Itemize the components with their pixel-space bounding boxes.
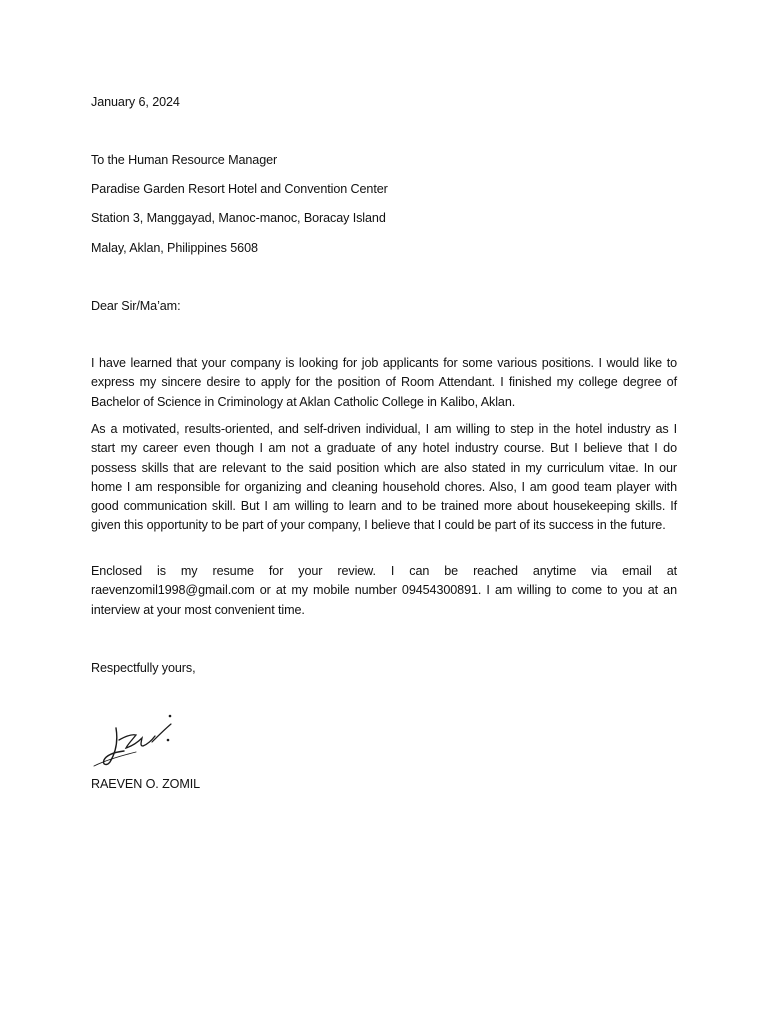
recipient-line-1: To the Human Resource Manager — [91, 153, 278, 167]
signatory-name: RAEVEN O. ZOMIL — [91, 777, 201, 791]
signature-image — [88, 710, 184, 772]
recipient-line-3: Station 3, Manggayad, Manoc-manoc, Boracay Island — [91, 211, 386, 225]
salutation: Dear Sir/Ma’am: — [91, 299, 181, 313]
recipient-line-2: Paradise Garden Resort Hotel and Convention Center — [91, 182, 388, 196]
body-paragraph-3: Enclosed is my resume for your review. I can be reached anytime via email at raevenzomil1998@gmail.com or at my mobile number 09454300891. I am willing to come to you at an interview at your most convenient time. — [91, 564, 677, 617]
body-paragraph-2: As a motivated, results-oriented, and self-driven individual, I am willing to step in the hotel industry as I start my career even though I am not a graduate of any hotel industry course. But I believe that I do possess skills that are relevant to the said position which are also stated in my curriculum vitae. In our home I am responsible for organizing and cleaning household chores. Also, I am good team player with good communication skill. But I am willing to learn and to be trained more about housekeeping skills. If given this opportunity to be part of your company, I believe that I could be part of its success in the future. — [91, 422, 677, 533]
letter-date: January 6, 2024 — [91, 95, 180, 109]
closing: Respectfully yours, — [91, 661, 196, 675]
recipient-line-4: Malay, Aklan, Philippines 5608 — [91, 241, 258, 255]
body-paragraph-1: I have learned that your company is looking for job applicants for some various positions. I would like to express my sincere desire to apply for the position of Room Attendant. I finished my college degree of Bachelor of Science in Criminology at Aklan Catholic College in Kalibo, Aklan. — [91, 356, 677, 409]
